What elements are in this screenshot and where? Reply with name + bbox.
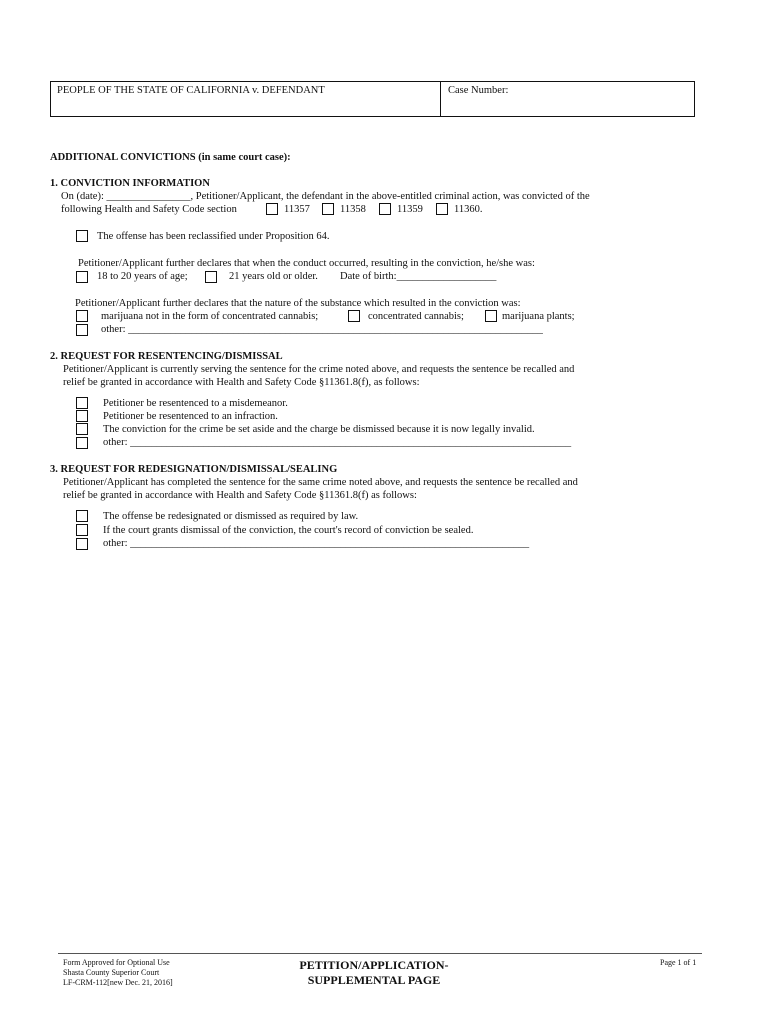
age-21-plus-checkbox[interactable] [205,271,217,283]
case-caption-box [50,81,695,117]
marijuana-not-concentrated-label: marijuana not in the form of concentrated cannabis; [101,311,319,322]
section2-heading: 2. REQUEST FOR RESENTENCING/DISMISSAL [50,351,283,362]
footer-title-line1: PETITION/APPLICATION- [299,958,449,972]
section3-line2: relief be granted in accordance with Health and Safety Code §11361.8(f) as follows: [63,490,417,501]
section1-line2: following Health and Safety Code section [61,204,237,215]
resentence-infraction-checkbox[interactable] [76,410,88,422]
section2-line1: Petitioner/Applicant is currently serving the sentence for the crime noted above, and requests the sentence be recalled and [63,364,575,375]
section2-other-checkbox[interactable] [76,437,88,449]
additional-convictions-heading: ADDITIONAL CONVICTIONS (in same court case): [50,152,291,163]
concentrated-cannabis-label: concentrated cannabis; [368,311,464,322]
section3-other-checkbox[interactable] [76,538,88,550]
section1-heading: 1. CONVICTION INFORMATION [50,178,210,189]
footer-page-number: Page 1 of 1 [660,958,697,967]
marijuana-not-concentrated-checkbox[interactable] [76,310,88,322]
concentrated-cannabis-checkbox[interactable] [348,310,360,322]
age-18-20-checkbox[interactable] [76,271,88,283]
substance-other-checkbox[interactable] [76,324,88,336]
code-11359-checkbox[interactable] [379,203,391,215]
footer-rule [58,953,702,954]
section2-line2: relief be granted in accordance with Health and Safety Code §11361.8(f), as follows: [63,377,420,388]
resentence-infraction-label: Petitioner be resentenced to an infraction. [103,411,278,422]
section3-heading: 3. REQUEST FOR REDESIGNATION/DISMISSAL/SEALING [50,464,338,475]
age-intro: Petitioner/Applicant further declares that when the conduct occurred, resulting in the conviction, he/she was: [78,258,535,269]
code-11360-checkbox[interactable] [436,203,448,215]
set-aside-checkbox[interactable] [76,423,88,435]
redesignate-label: The offense be redesignated or dismissed as required by law. [103,511,359,522]
footer-form-approved: Form Approved for Optional Use [63,958,170,967]
section3-other-field[interactable]: other: ____________________________________________________________________________ [103,538,530,549]
substance-intro: Petitioner/Applicant further declares that the nature of the substance which resulted in the conviction was: [75,298,521,309]
prop64-label: The offense has been reclassified under Proposition 64. [97,231,330,242]
seal-record-checkbox[interactable] [76,524,88,536]
prop64-checkbox[interactable] [76,230,88,242]
footer-form-number: LF-CRM-112[new Dec. 21, 2016] [63,978,173,987]
code-11358-label: 11358 [340,204,366,215]
redesignate-checkbox[interactable] [76,510,88,522]
set-aside-label: The conviction for the crime be set aside and the charge be dismissed because it is now legally invalid. [103,424,535,435]
substance-other-field[interactable]: other: _______________________________________________________________________________ [101,324,543,335]
marijuana-plants-checkbox[interactable] [485,310,497,322]
dob-field[interactable]: Date of birth:___________________ [340,271,497,282]
footer-title-line2: SUPPLEMENTAL PAGE [307,973,441,987]
code-11358-checkbox[interactable] [322,203,334,215]
age-21-plus-label: 21 years old or older. [229,271,318,282]
case-caption: PEOPLE OF THE STATE OF CALIFORNIA v. DEFENDANT [57,85,325,96]
section1-line1: On (date): ________________, Petitioner/Applicant, the defendant in the above-entitled criminal action, was convicted of the [61,191,590,202]
caption-divider [440,82,441,116]
section2-other-field[interactable]: other: ____________________________________________________________________________________ [103,437,572,448]
code-11357-checkbox[interactable] [266,203,278,215]
code-11360-label: 11360. [454,204,483,215]
case-number-label: Case Number: [448,85,509,96]
code-11357-label: 11357 [284,204,310,215]
code-11359-label: 11359 [397,204,423,215]
resentence-misdemeanor-label: Petitioner be resentenced to a misdemeanor. [103,398,288,409]
footer-court-name: Shasta County Superior Court [63,968,160,977]
section3-line1: Petitioner/Applicant has completed the sentence for the same crime noted above, and requests the sentence be recalled and [63,477,578,488]
resentence-misdemeanor-checkbox[interactable] [76,397,88,409]
marijuana-plants-label: marijuana plants; [502,311,575,322]
age-18-20-label: 18 to 20 years of age; [97,271,188,282]
seal-record-label: If the court grants dismissal of the conviction, the court's record of conviction be sealed. [103,525,474,536]
